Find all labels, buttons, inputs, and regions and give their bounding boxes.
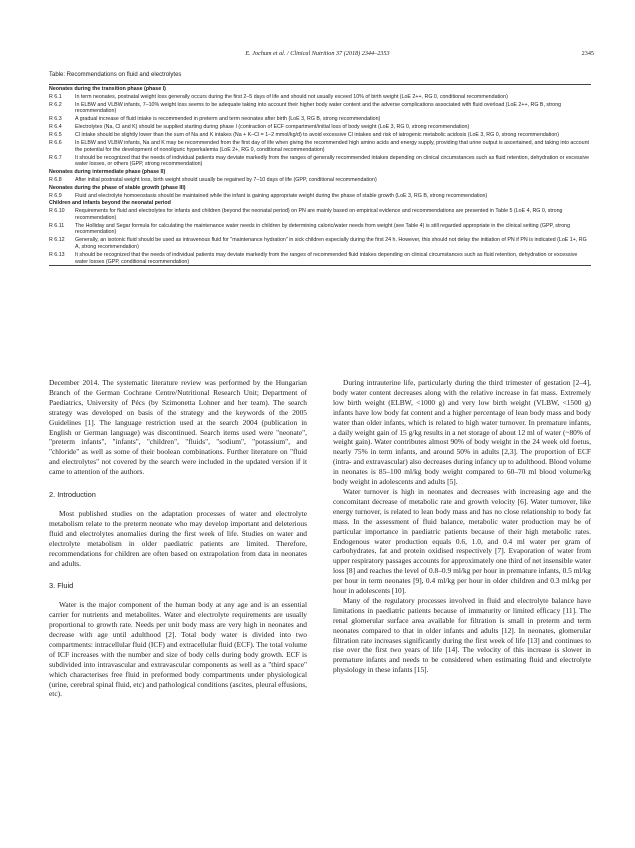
- introduction-paragraph: Most published studies on the adaptation processes of water and electrolyte metabolism relate to the preterm neonate who may develop important and deleterious fluid and electrolytes anomalies during the first week of life. Studies on water and electrolyte metabolism in older paediatric patients are limited. Therefore, recommendations for children are often based on extrapolation from data in neonates and adults.: [49, 508, 307, 568]
- recommendation-code: R 6.3: [49, 116, 62, 123]
- recommendation-text: In ELBW and VLBW infants, 7–10% weight loss seems to be adequate taking into account their higher body water content and the adverse complications associated with fluid overload (LoE 2++, RG B, strong recommendation): [75, 101, 562, 115]
- fluid-paragraph: Water is the major component of the human body at any age and is an essential carrier for nutrients and metabolites. Water and electrolyte requirements are usually proportional to growth rate. Needs per unit body mass are very high in neonates and decrease with age until adulthood [2]. Total body water is divided into two compartments: intracellular fluid (ICF) and extracellular fluid (ECF). The total volume of ICF increases with the number and size of body cells during body growth. ECF is subdivided into intravascular and extravascular components as well as a "third space" which characterises free fluid in preformed body compartments under physiological (urine, cerebral spinal fluid, etc) and pathological conditions (ascites, pleural effusions, etc).: [49, 600, 307, 699]
- recommendation-text: In ELBW and VLBW infants, Na and K may be recommended from the first day of life when giving the recommended high amino acids and energy supply, providing that urine output is ascertained, and taking into account the potential for the development of nonoliguric hyperkalemia (LoE 2+, RG 0, conditional recommendation): [75, 140, 589, 153]
- recommendation-text: Generally, an isotonic fluid should be used as intravenous fluid for "maintenance hydration" in sick children especially during the first 24 h. However, this should not delay the initiation of PN if PN is indicated (LoE 1+, RG A, strong recommendation): [75, 237, 587, 251]
- recommendation-text: It should be recognized that the needs of individual patients may deviate markedly from the ranges of generally recommended intakes depending on clinical circumstances such as fluid retention, dehydration or excessive water losses, or others (GPP, strong recommendation): [75, 154, 590, 168]
- recommendation-text: After initial postnatal weight loss, birth weight should usually be regained by 7–10 days of life (GPP, conditional recommendation): [75, 176, 377, 183]
- recommendation-code: R 6.13: [49, 251, 65, 258]
- table-row: [49, 177, 591, 184]
- table-row: [49, 94, 591, 101]
- recommendation-code: R 6.11: [49, 222, 65, 229]
- recommendation-text: Fluid and electrolyte homoeostasis should be maintained while the infant is gaining appropriate weight during the phase of stable growth (LoE 3, RG B, strong recommendation): [75, 192, 488, 199]
- running-head: [0, 50, 635, 62]
- recommendation-code: R 6.1: [49, 93, 62, 100]
- table-section-heading: Neonates during the transition phase (phase I): [49, 86, 166, 92]
- table-row: [49, 132, 591, 139]
- table-row: [49, 237, 591, 250]
- recommendations-table: [49, 84, 591, 266]
- table-row: [49, 140, 591, 153]
- table-section-heading: Neonates during intermediate phase (phase II): [49, 169, 166, 176]
- recommendation-text: Cl intake should be slightly lower than the sum of Na and K intakes (Na + K–Cl = 1–2 mmol/kg/d) to avoid excessive Cl intakes and risk of iatrogenic metabolic acidosis (LoE 3, RG 0, strong recommendation): [75, 132, 560, 139]
- table-section-heading: Neonates during the phase of stable growth (phase III): [49, 184, 186, 191]
- journal-citation: E. Jochum et al. / Clinical Nutrition 37 (2018) 2344–2353: [245, 50, 390, 57]
- section-heading-introduction: 2. Introduction: [49, 490, 96, 500]
- body-paragraph: Water turnover is high in neonates and decreases with increasing age and the concomitant decrease of metabolic rate and growth velocity [6]. Water turnover, like energy turnover, is related to lean body mass and has no close relationship to body fat mass. In the assessment of fluid balance, metabolic water production may be of particular importance in paediatric patients because of their high metabolic rates. Endogenous water production equals 0.6, 1.0, and 0.4 ml water per gram of carbohydrates, fat and protein oxidised respectively [7]. Evaporation of water from upper respiratory passages accounts for approximately one third of net insensible water loss [8] and reaches the level of 0.8–0.9 ml/kg per hour in premature infants, 0.5 ml/kg per hour in term neonates [9], 0.4 ml/kg per hour in older children and 0.3 ml/kg per hour in adolescents [10].: [333, 486, 591, 596]
- body-paragraph: During intrauterine life, particularly during the third trimester of gestation [2–4], body water content decreases along with the relative increase in fat mass. Extremely low birth weight (ELBW, <1000 g) and very low birth weight (VLBW, <1500 g) infants have low body fat content and a higher percentage of lean body mass and body water than older infants, which is related to high water turnover. In premature infants, a daily weight gain of 15 g/kg results in a net storage of about 12 ml of water (~80% of weight gain). Water contributes almost 90% of body weight in the 24 week old foetus, nearly 75% in term infants, and around 50% in adults [2,3]. The proportion of ECF (intra- and extravascular) also decreases during infancy up to adulthood. Blood volume in neonates is 85–100 ml/kg body weight compared to 60–70 ml blood volume/kg body weight in adolescents and adults [5].: [333, 378, 591, 487]
- recommendation-code: R 6.2: [49, 101, 62, 108]
- recommendation-code: R 6.9: [49, 192, 62, 199]
- page-number: 2345: [581, 50, 594, 57]
- section-heading-fluid: 3. Fluid: [49, 581, 74, 591]
- table-row: [49, 193, 591, 200]
- recommendation-code: R 6.5: [49, 132, 62, 139]
- table-caption: Table: Recommendations on fluid and electrolytes: [49, 72, 182, 78]
- recommendation-code: R 6.8: [49, 176, 62, 183]
- table-row: [49, 124, 591, 131]
- recommendation-text: Requirements for fluid and electrolytes for infants and children (beyond the neonatal period) on PN are mainly based on empirical evidence and recommendations are presented in Table 5 (LoE 4, RG 0, strong recommendation): [75, 208, 563, 221]
- table-row: [49, 116, 591, 123]
- table-row: [49, 155, 591, 168]
- table-row: [49, 208, 591, 221]
- table-row: [49, 102, 591, 115]
- recommendation-code: R 6.12: [49, 237, 65, 244]
- recommendation-code: R 6.10: [49, 208, 65, 215]
- body-paragraph: Many of the regulatory processes involved in fluid and electrolyte balance have limitations in paediatric patients because of immaturity or limited efficacy [11]. The renal glomerular surface area available for filtration is small in preterm and term neonates compared to that in older infants and adults [12]. In neonates, glomerular filtration rate increases significantly during the first week of life [13] and continues to rise over the first two years of life [14]. The velocity of this increase is slower in premature infants and needs to be considered when estimating fluid and electrolyte physiology in these infants [15].: [333, 595, 591, 675]
- recommendation-text: Electrolytes (Na, Cl and K) should be supplied starting during phase I (contraction of ECF compartment/initial loss of body weight (LoE 3, RG 0, strong recommendation): [75, 124, 470, 131]
- right-column: [333, 378, 591, 675]
- recommendation-text: The Holliday and Segar formula for calculating the maintenance water needs in children by determining caloric/water needs from weight (see Table 4) is still regarded appropriate in the clinical setting (GPP, strong recommendation): [75, 222, 571, 236]
- table-section-heading: Children and infants beyond the neonatal period: [49, 200, 171, 207]
- table-row: [49, 223, 591, 236]
- recommendation-code: R 6.4: [49, 124, 62, 131]
- methods-paragraph: December 2014. The systematic literature review was performed by the Hungarian Branch of the German Cochrane Centre/Nutritional Research Unit; Department of Paediatrics, University of Pécs (by Szimonetta Lohner and her team). The search strategy was developed on basis of the strategy and the keywords of the 2005 Guidelines [1]. The language restriction used at the search 2004 (publication in English or German language) was discontinued. Search items used were "neonate", "preterm infants", "infants", "children", "fluids", "sodium", "potassium", and "chloride" as well as some of their boolean combinations. Further literature on "fluid and electrolytes" not covered by the search were included in the updated version if it came to attention of the authors.: [49, 378, 307, 477]
- recommendation-text: A gradual increase of fluid intake is recommended in preterm and term neonates after birth (LoE 3, RG B, strong recommendation): [75, 116, 381, 123]
- recommendation-code: R 6.7: [49, 154, 62, 161]
- recommendation-code: R 6.6: [49, 140, 62, 147]
- recommendation-text: It should be recognized that the needs of individual patients may deviate markedly from the ranges of recommended fluid intakes depending on clinical circumstances such as fluid retention, dehydration or excessive water losses (GPP, conditional recommendation): [75, 251, 578, 265]
- left-column: [49, 378, 307, 699]
- recommendation-text: In term neonates, postnatal weight loss generally occurs during the first 2–5 days of life and should not usually exceed 10% of birth weight (LoE 2++, RG 0, conditional recommendation): [75, 93, 508, 100]
- table-row: [49, 252, 591, 265]
